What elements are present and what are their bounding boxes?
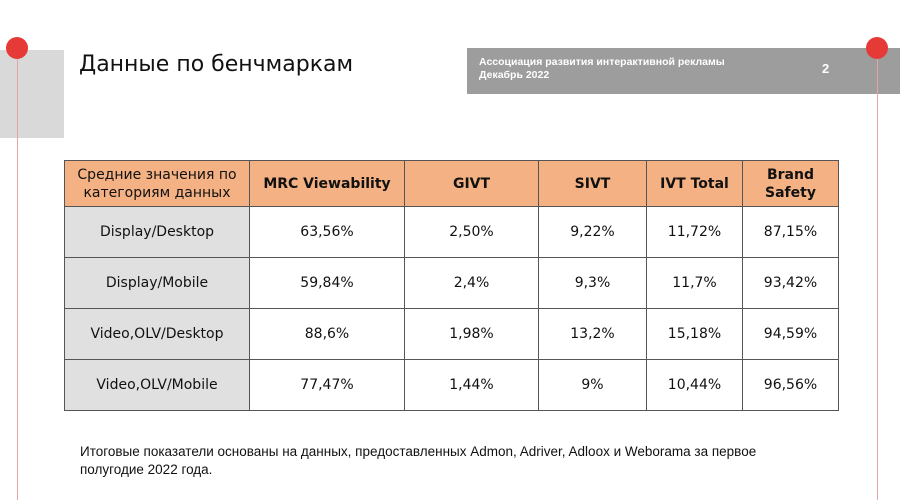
table-header-row	[65, 161, 839, 207]
cell-brand-safety: 96,56%	[743, 360, 839, 411]
header-mrc-viewability: MRC Viewability	[250, 161, 405, 207]
cell-mrc-viewability: 63,56%	[250, 207, 405, 258]
decorative-line-right	[877, 48, 878, 500]
cell-mrc-viewability: 59,84%	[250, 258, 405, 309]
cell-ivt-total: 10,44%	[647, 360, 743, 411]
row-label: Video,OLV/Mobile	[65, 360, 250, 411]
table-row	[65, 258, 839, 309]
page-number: 2	[822, 61, 830, 76]
header-givt: GIVT	[405, 161, 539, 207]
red-dot-icon	[6, 37, 28, 59]
cell-brand-safety: 93,42%	[743, 258, 839, 309]
footnote: Итоговые показатели основаны на данных, предоставленных Admon, Adriver, Adloox и Weborama за первое полугодие 2022 года.	[80, 444, 757, 477]
row-label: Display/Desktop	[65, 207, 250, 258]
cell-sivt: 9%	[539, 360, 647, 411]
decorative-line-left	[17, 48, 18, 500]
cell-mrc-viewability: 77,47%	[250, 360, 405, 411]
red-dot-icon	[866, 37, 888, 59]
cell-ivt-total: 11,72%	[647, 207, 743, 258]
cell-sivt: 9,22%	[539, 207, 647, 258]
table-row	[65, 360, 839, 411]
org-name: Ассоциация развития интерактивной рекламы	[479, 56, 725, 68]
header-sivt: SIVT	[539, 161, 647, 207]
table-row	[65, 207, 839, 258]
report-date: Декабрь 2022	[479, 69, 550, 81]
cell-givt: 2,4%	[405, 258, 539, 309]
decorative-gray-block	[0, 50, 64, 138]
cell-mrc-viewability: 88,6%	[250, 309, 405, 360]
cell-brand-safety: 87,15%	[743, 207, 839, 258]
cell-ivt-total: 15,18%	[647, 309, 743, 360]
cell-sivt: 13,2%	[539, 309, 647, 360]
slide-title: Данные по бенчмаркам	[79, 52, 354, 77]
benchmark-table	[64, 160, 839, 411]
cell-givt: 1,98%	[405, 309, 539, 360]
table-row	[65, 309, 839, 360]
header-bar	[467, 48, 900, 94]
cell-sivt: 9,3%	[539, 258, 647, 309]
header-ivt-total: IVT Total	[647, 161, 743, 207]
row-label: Display/Mobile	[65, 258, 250, 309]
cell-givt: 2,50%	[405, 207, 539, 258]
cell-brand-safety: 94,59%	[743, 309, 839, 360]
cell-ivt-total: 11,7%	[647, 258, 743, 309]
header-brand-safety: Brand Safety	[743, 161, 839, 207]
row-label: Video,OLV/Desktop	[65, 309, 250, 360]
header-category: Средние значения по категориям данных	[65, 161, 250, 207]
org-info	[479, 56, 725, 82]
cell-givt: 1,44%	[405, 360, 539, 411]
